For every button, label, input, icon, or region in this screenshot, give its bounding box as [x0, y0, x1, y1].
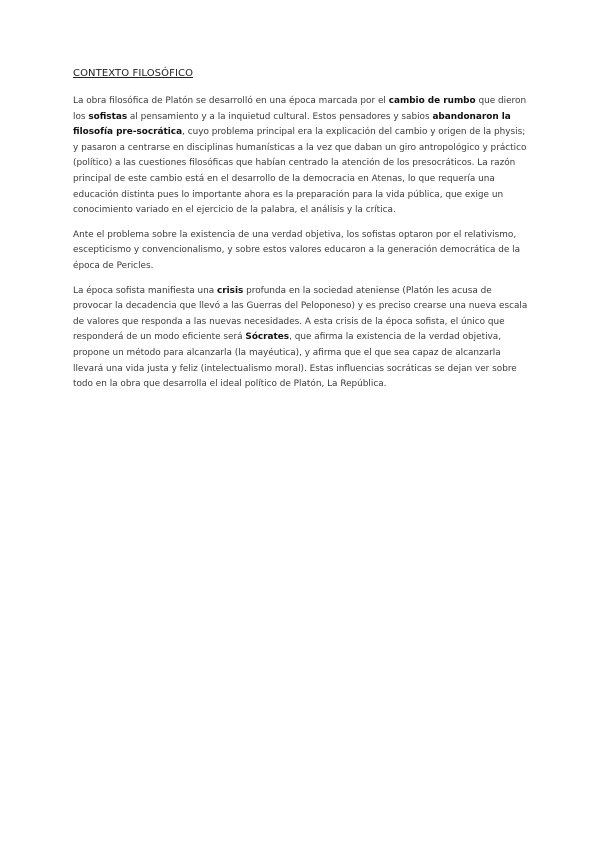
highlight-socrates: Sócrates	[245, 332, 290, 343]
highlight-sofistas: sofistas	[88, 111, 128, 122]
paragraph-3-text: profunda en la sociedad ateniense (Platón les acusa de provocar la decadencia que llevó a las Guerras del Peloponeso) y es preciso crearse una nueva escala de valores que responda a las nuevas necesidades. A esta crisis de la época sofista, el único que responderá de un modo eficiente será	[73, 285, 528, 343]
paragraph-1-text: La obra filosófica de Platón se desarrolló en una época marcada por el	[73, 96, 389, 106]
document-page	[73, 68, 529, 402]
paragraph-1-text: , cuyo problema principal era la explicación del cambio y origen de la physis; y pasaron a centrarse en disciplinas humanísticas a la vez que daban un giro antropológico y práctico (político) a las cuestiones filosóficas que habían centrado la atención de los presocráticos. La razón principal de este cambio está en el desarrollo de la democracia en Atenas, lo que requería una educación distinta pues lo importante ahora es la preparación para la vida pública, que exige un conocimiento variado en el ejercicio de la palabra, el análisis y la crítica.	[73, 127, 527, 216]
paragraph-3-text: La época sofista manifiesta una	[73, 285, 217, 296]
paragraph-2-text: Ante el problema sobre la existencia de una verdad objetiva, los sofistas optaron por el relativismo, escepticismo y convencionalismo, y sobre estos valores educaron a la generación democrática de la época de Pericles.	[73, 229, 521, 271]
paragraph-1-text: que dieron los	[73, 96, 527, 122]
paragraph-2	[73, 228, 529, 275]
highlight-abandonaron: abandonaron la filosofía pre-socrática	[73, 111, 511, 138]
document-title: CONTEXTO FILOSÓFICO	[73, 68, 194, 79]
paragraph-3-text: , que afirma la existencia de la verdad objetiva, propone un método para alcanzarla (la mayéutica), y afirma que el que sea capaz de alcanzarla llevará una vida justa y feliz (intelectualismo moral). Estas influencias socráticas se dejan ver sobre todo en la obra que desarrolla el ideal político de Platón, La República.	[73, 332, 517, 390]
highlight-cambio-de-rumbo: cambio de rumbo	[388, 96, 476, 106]
highlight-crisis: crisis	[216, 285, 244, 296]
paragraph-3	[73, 284, 529, 393]
paragraph-1-text: al pensamiento y a la inquietud cultural. Estos pensadores y sabios	[127, 111, 433, 122]
paragraph-1	[73, 94, 529, 219]
